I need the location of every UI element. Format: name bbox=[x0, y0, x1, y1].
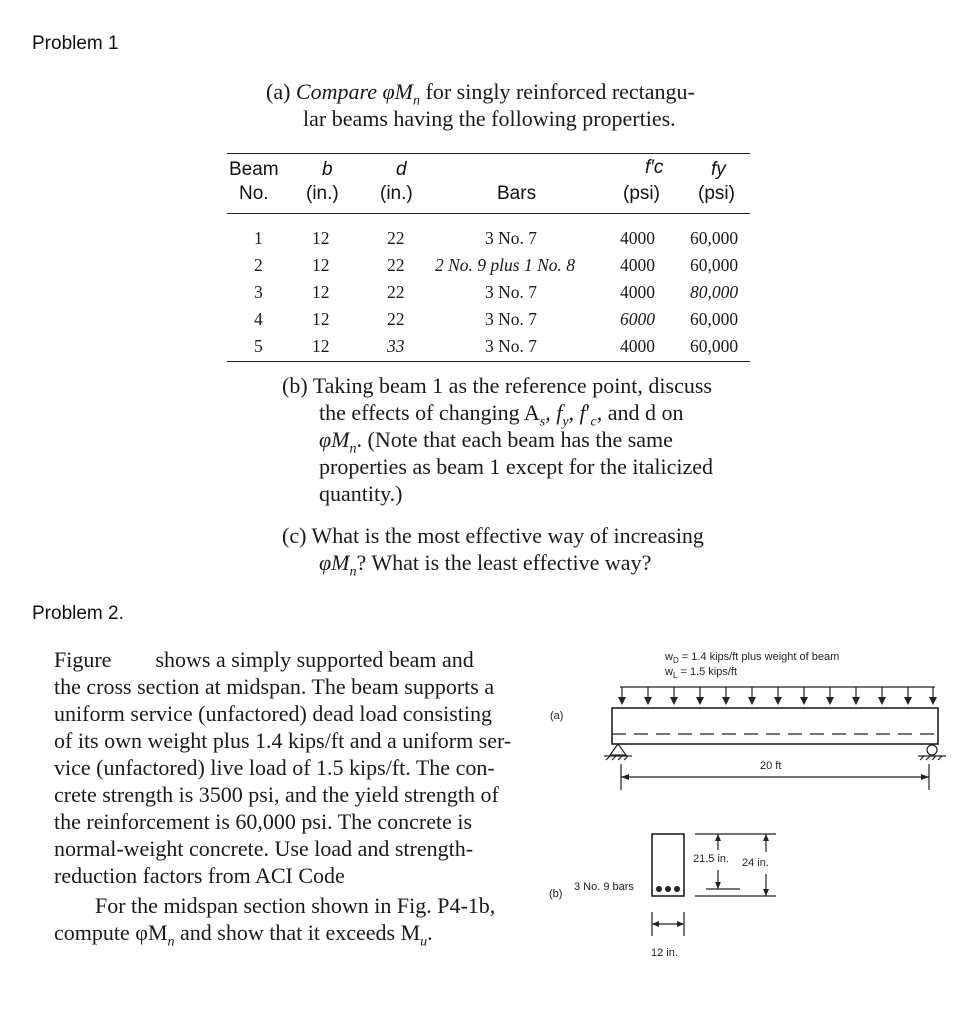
problem-2-line-11-end: . bbox=[427, 920, 433, 945]
rebar-dots bbox=[656, 886, 680, 892]
phi-mn-symbol-b: φM bbox=[319, 427, 350, 452]
phi-mn-symbol: Compare φM bbox=[295, 79, 413, 104]
row-5-fy: 60,000 bbox=[690, 336, 739, 356]
row-4-fy: 60,000 bbox=[690, 309, 739, 329]
header-bars: Bars bbox=[497, 183, 537, 204]
span-dimension bbox=[621, 764, 929, 790]
part-a-text-1-rest: for singly reinforced rectangu- bbox=[420, 79, 695, 104]
row-5-no: 5 bbox=[254, 336, 263, 356]
row-3-d: 22 bbox=[387, 282, 405, 302]
span-label: 20 ft bbox=[760, 760, 782, 772]
header-d-unit: (in.) bbox=[380, 183, 413, 204]
part-b-text-2-rest: , and d on bbox=[596, 400, 684, 425]
bars-label: 3 No. 9 bars bbox=[574, 881, 634, 893]
wd-text: = 1.4 kips/ft plus weight of beam bbox=[678, 651, 840, 663]
part-b-text-3: . (Note that each beam has the same bbox=[356, 427, 673, 452]
row-1-fy: 60,000 bbox=[690, 228, 739, 248]
header-fy: fy bbox=[711, 159, 726, 180]
row-1-bars: 3 No. 7 bbox=[485, 228, 538, 248]
problem-2-line-6: crete strength is 3500 psi, and the yield strength of bbox=[54, 782, 499, 807]
problem-2-line-1: Figure shows a simply supported beam and bbox=[54, 647, 474, 672]
mu-sub: u bbox=[420, 934, 428, 950]
row-1-no: 1 bbox=[254, 228, 263, 248]
row-2-b: 12 bbox=[312, 255, 330, 275]
problem-1-heading: Problem 1 bbox=[32, 33, 119, 54]
row-2-fc: 4000 bbox=[620, 255, 655, 275]
as-sub: s bbox=[539, 414, 546, 430]
fc-sub: c bbox=[590, 414, 597, 430]
wd-w: w bbox=[665, 651, 673, 663]
part-b-line-4: properties as beam 1 except for the italicized bbox=[319, 454, 713, 479]
header-no: No. bbox=[239, 183, 269, 204]
problem-2-line-9: reduction factors from ACI Code bbox=[54, 863, 345, 888]
d-dimension-label: 21.5 in. bbox=[693, 853, 730, 865]
header-d: d bbox=[396, 159, 407, 180]
row-3-bars: 3 No. 7 bbox=[485, 282, 538, 302]
roller-support bbox=[927, 745, 937, 755]
problem-2-line-7: the reinforcement is 60,000 psi. The concrete is bbox=[54, 809, 473, 834]
problem-2-line-11-pre: compute φM bbox=[54, 920, 168, 945]
row-5-b: 12 bbox=[312, 336, 330, 356]
fc-symbol: f bbox=[579, 400, 586, 425]
row-4-d: 22 bbox=[387, 309, 405, 329]
header-beam: Beam bbox=[229, 159, 279, 180]
header-fy-unit: (psi) bbox=[698, 183, 735, 204]
part-b-line-5: quantity.) bbox=[319, 481, 403, 506]
header-b: b bbox=[322, 159, 333, 180]
row-3-no: 3 bbox=[254, 282, 263, 302]
row-2-no: 2 bbox=[254, 255, 263, 275]
figure-b-label: (b) bbox=[549, 888, 563, 900]
row-3-fy: 80,000 bbox=[690, 282, 739, 302]
part-a-line-2: lar beams having the following properties. bbox=[303, 106, 676, 131]
row-4-no: 4 bbox=[254, 309, 263, 329]
row-3-b: 12 bbox=[312, 282, 330, 302]
header-b-unit: (in.) bbox=[306, 183, 339, 204]
problem-2-line-4: of its own weight plus 1.4 kips/ft and a uniform ser- bbox=[54, 728, 512, 753]
part-c-label: (c) bbox=[282, 523, 307, 548]
row-4-bars: 3 No. 7 bbox=[485, 309, 538, 329]
row-4-b: 12 bbox=[312, 309, 330, 329]
row-3-fc: 4000 bbox=[620, 282, 655, 302]
b-dimension-label: 12 in. bbox=[651, 947, 678, 959]
wl-w: w bbox=[665, 666, 673, 678]
part-b-text-1: Taking beam 1 as the reference point, discuss bbox=[312, 373, 712, 398]
row-1-b: 12 bbox=[312, 228, 330, 248]
phi-mn-sub-b: n bbox=[349, 441, 357, 457]
part-b-label: (b) bbox=[282, 373, 308, 398]
row-2-fy: 60,000 bbox=[690, 255, 739, 275]
row-4-fc: 6000 bbox=[620, 309, 655, 329]
phi-mn-sub-c: n bbox=[349, 564, 357, 580]
problem-2-heading: Problem 2. bbox=[32, 603, 124, 624]
row-2-d: 22 bbox=[387, 255, 405, 275]
figure-a-label: (a) bbox=[550, 710, 564, 722]
beam-elevation bbox=[612, 708, 938, 744]
row-5-d: 33 bbox=[387, 336, 405, 356]
fy-symbol: f bbox=[556, 400, 563, 425]
h-dimension-label: 24 in. bbox=[742, 857, 769, 869]
problem-2-line-10: For the midspan section shown in Fig. P4-1b, bbox=[95, 893, 496, 918]
wl-text: = 1.5 kips/ft bbox=[677, 666, 738, 678]
fy-sub: y bbox=[562, 414, 569, 430]
row-5-fc: 4000 bbox=[620, 336, 655, 356]
part-b-line-2: the effects of changing $A_s$, $f_y$, $f'_c$, and d on bbox=[319, 400, 684, 430]
part-b-text-2: the effects of changing A bbox=[319, 400, 540, 425]
row-1-fc: 4000 bbox=[620, 228, 655, 248]
mn-sub: n bbox=[167, 934, 175, 950]
problem-2-line-3: uniform service (unfactored) dead load consisting bbox=[54, 701, 493, 726]
wd-sub: D bbox=[672, 656, 679, 666]
part-c-text-1: What is the most effective way of increasing bbox=[311, 523, 704, 548]
header-fc-unit: (psi) bbox=[623, 183, 660, 204]
part-c-text-2: ? What is the least effective way? bbox=[356, 550, 652, 575]
wl-sub: L bbox=[672, 671, 678, 681]
header-fc: f′c bbox=[645, 157, 664, 178]
problem-2-line-2: the cross section at midspan. The beam supports a bbox=[54, 674, 495, 699]
phi-mn-symbol-c: φM bbox=[319, 550, 350, 575]
row-1-d: 22 bbox=[387, 228, 405, 248]
row-2-bars: 2 No. 9 plus 1 No. 8 bbox=[435, 255, 576, 275]
problem-2-line-5: vice (unfactored) live load of 1.5 kips/ft. The con- bbox=[54, 755, 495, 780]
row-5-bars: 3 No. 7 bbox=[485, 336, 538, 356]
phi-mn-sub: n bbox=[413, 93, 420, 109]
problem-2-line-11-mid: and show that it exceeds M bbox=[174, 920, 421, 945]
pin-support bbox=[610, 744, 626, 755]
problem-2-line-8: normal-weight concrete. Use load and strength- bbox=[54, 836, 474, 861]
part-a-label: (a) bbox=[266, 79, 291, 104]
